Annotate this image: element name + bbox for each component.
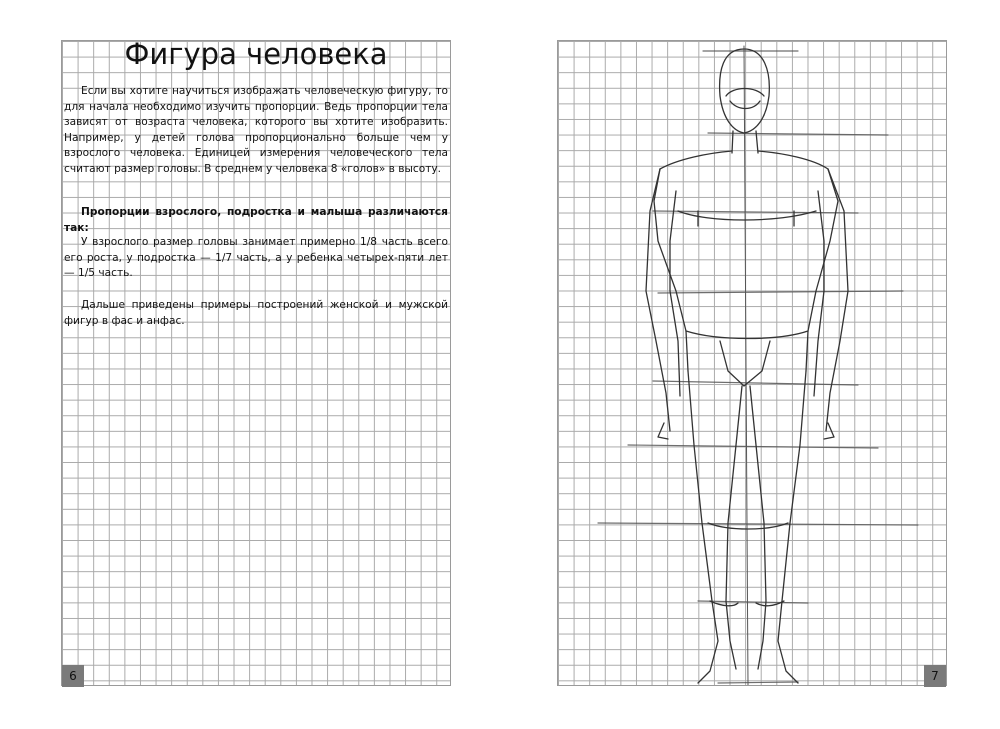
- proportions-paragraph: У взрослого размер головы занимает примерно 1/8 часть всего его роста, у подростка — 1/7 часть, а у ребенка четырех-пяти лет — 1/5 часть.: [64, 236, 448, 280]
- proportions-subheading: Пропорции взрослого, подростка и малыша различаются так:: [64, 206, 448, 234]
- right-page: [557, 40, 947, 686]
- proportion-guide-lines: [598, 51, 918, 683]
- page-number-right: 7: [924, 665, 946, 687]
- page-number-left: 6: [62, 665, 84, 687]
- left-page: [61, 37, 451, 686]
- intro-paragraph: Если вы хотите научиться изображать человеческую фигуру, то для начала необходимо изучить пропорции. Ведь пропорции тела зависят от возраста человека, которого вы хотите изобразить. Например, у детей голова пропорционально больше чем у взрослого человека. Единицей измерения человеческого тела считают размер головы. В среднем у человека 8 «голов» в высоту.: [64, 85, 448, 175]
- center-axis-line: [744, 46, 748, 685]
- outro-paragraph: Дальше приведены примеры построений женской и мужской фигур в фас и анфас.: [64, 299, 448, 327]
- male-figure-sketch: [558, 41, 946, 685]
- arms-shape: [646, 169, 848, 439]
- page-title: Фигура человека: [124, 37, 388, 71]
